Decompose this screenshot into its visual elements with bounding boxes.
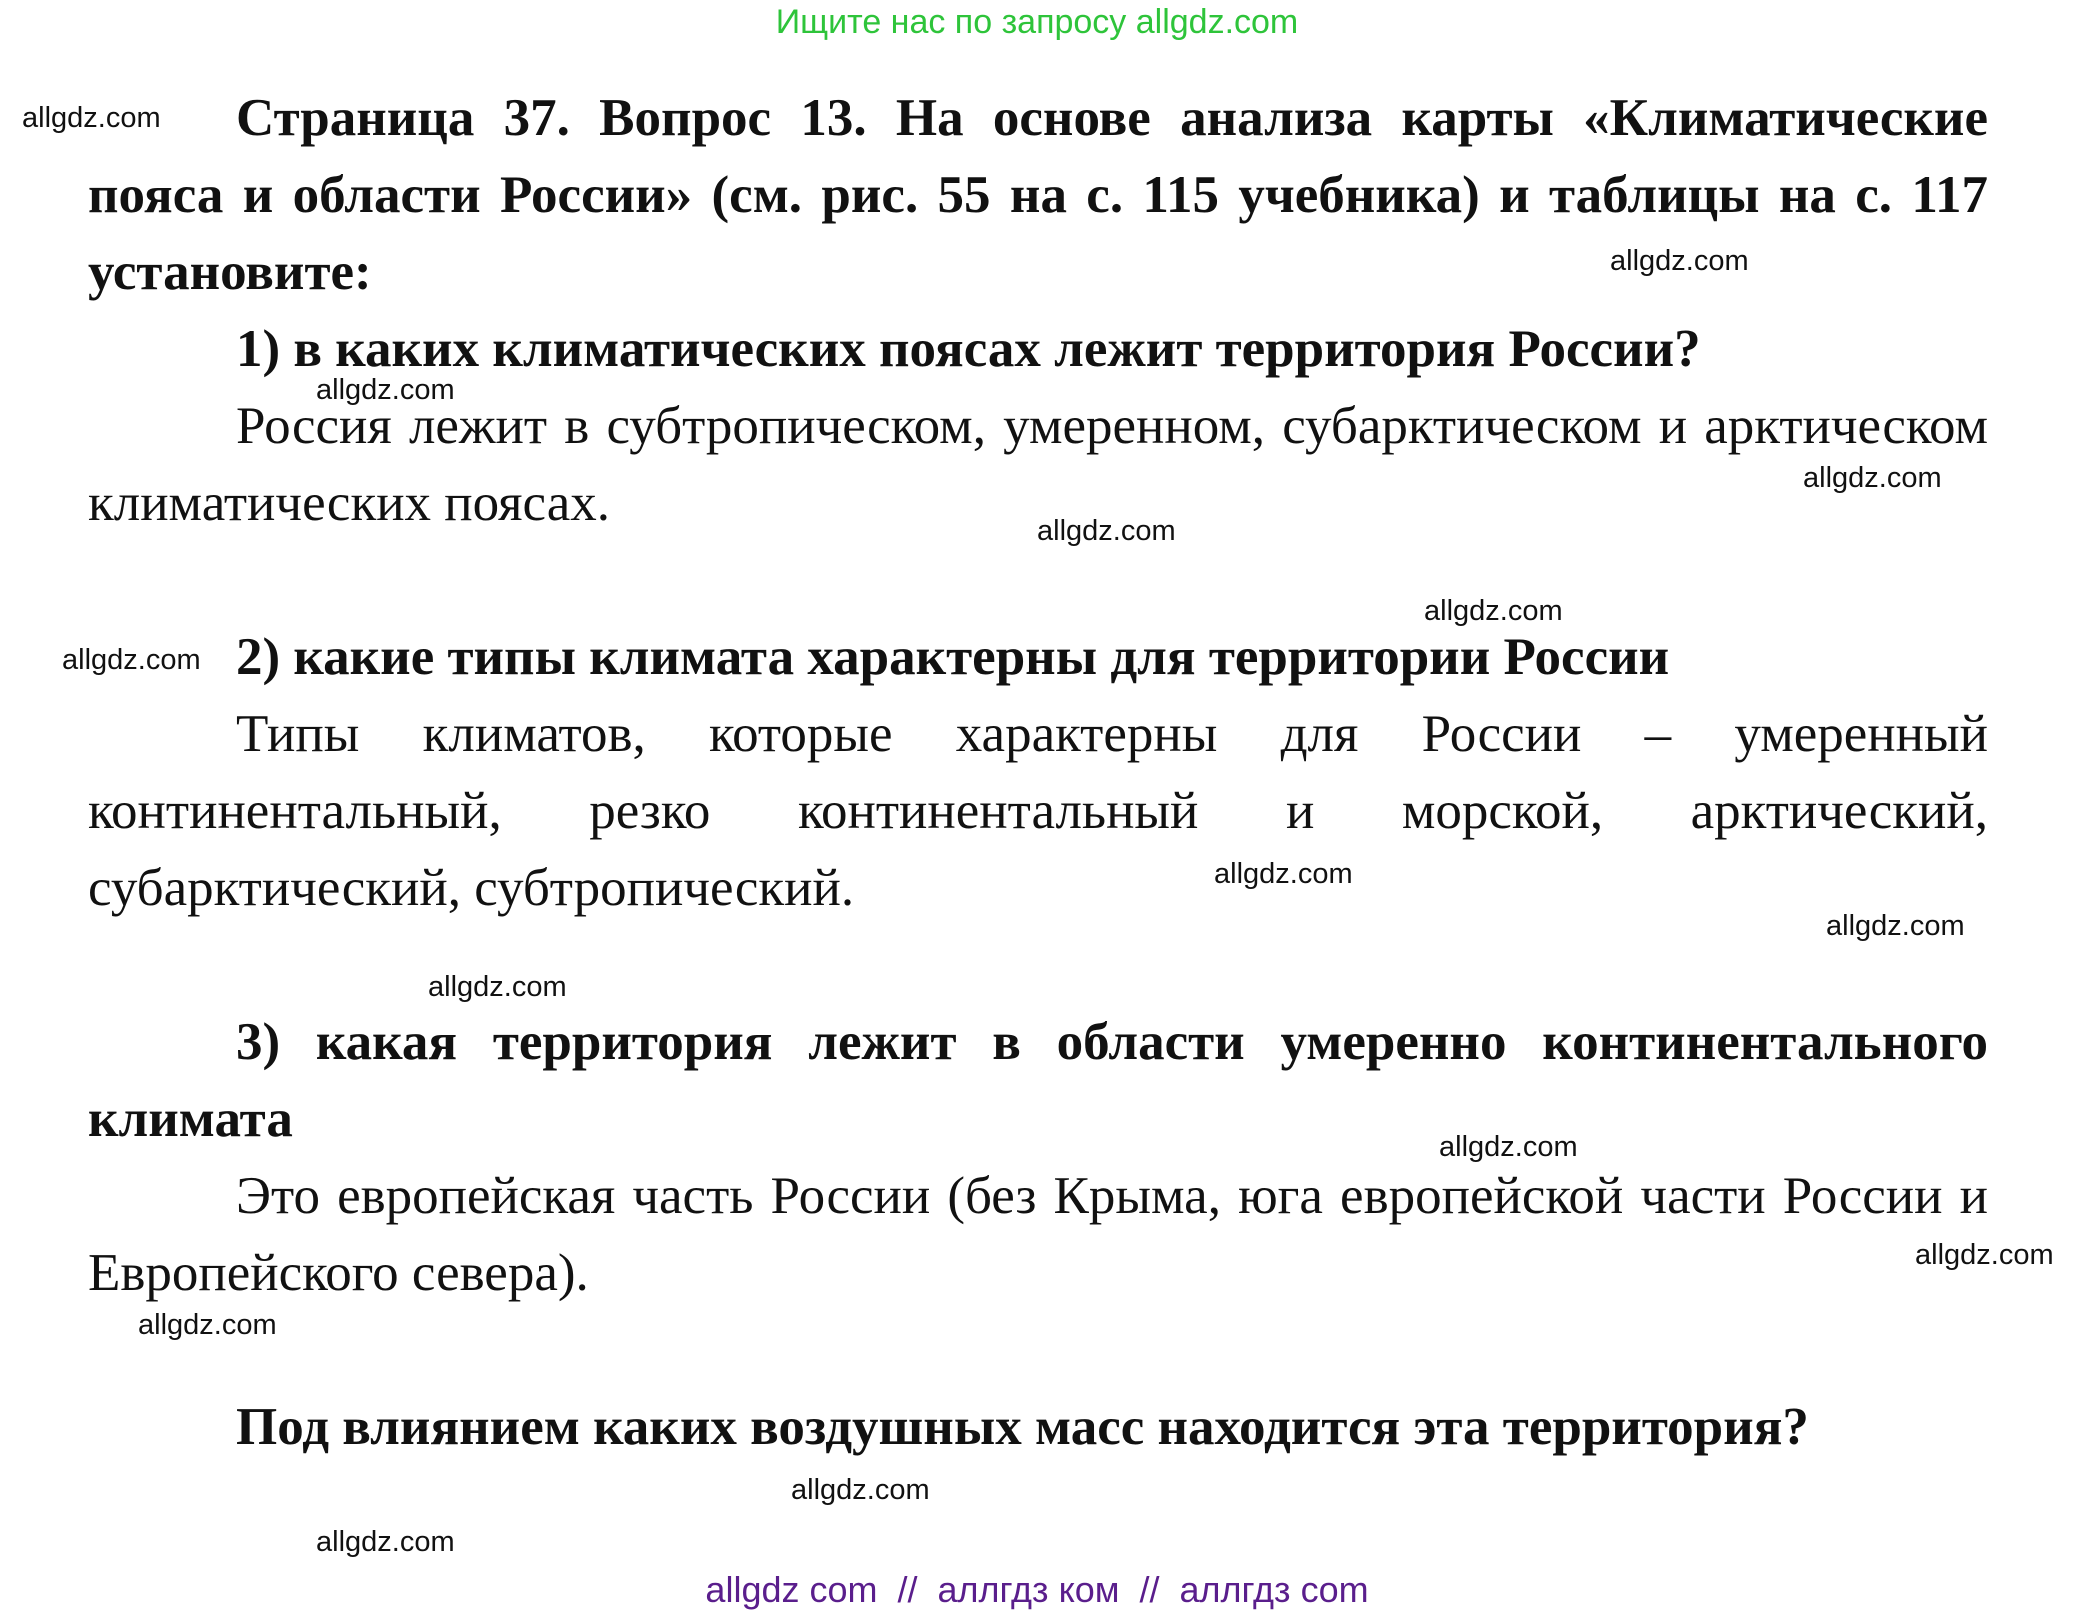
watermark: allgdz.com bbox=[1424, 595, 1563, 627]
watermark: allgdz.com bbox=[1214, 858, 1353, 890]
watermark: allgdz.com bbox=[138, 1309, 277, 1341]
watermark: allgdz.com bbox=[1915, 1239, 2054, 1271]
watermark: allgdz.com bbox=[22, 102, 161, 134]
spacer bbox=[88, 542, 1988, 619]
question-1: 1) в каких климатических поясах лежит территория России? bbox=[236, 320, 1701, 378]
watermark: allgdz.com bbox=[1610, 245, 1749, 277]
answer-2: Типы климатов, которые характерны для России – умеренный континентальный, резко континентальный и морской, арктический, субарктический, субтропический. bbox=[88, 705, 1988, 917]
question-3: 3) какая территория лежит в области умеренно континентального климата bbox=[88, 1013, 1988, 1148]
watermark: allgdz.com bbox=[791, 1474, 930, 1506]
watermark: allgdz.com bbox=[1439, 1131, 1578, 1163]
answer-3: Это европейская часть России (без Крыма, юга европейской части России и Европейского севера). bbox=[88, 1167, 1988, 1302]
question-2: 2) какие типы климата характерны для территории России bbox=[236, 628, 1670, 686]
spacer bbox=[88, 1312, 1988, 1389]
top-banner: Ищите нас по запросу allgdz.com bbox=[775, 3, 1299, 41]
watermark: allgdz.com bbox=[428, 971, 567, 1003]
watermark: allgdz.com bbox=[316, 374, 455, 406]
watermark: allgdz.com bbox=[1826, 910, 1965, 942]
answer-1: Россия лежит в субтропическом, умеренном, субарктическом и арктическом климатических поясах. bbox=[88, 397, 1988, 532]
watermark: allgdz.com bbox=[316, 1526, 455, 1558]
watermark: allgdz.com bbox=[1037, 515, 1176, 547]
footer-links: allgdz com // аллгдз ком // аллгдз com bbox=[705, 1569, 1369, 1610]
question-intro: Страница 37. Вопрос 13. На основе анализа карты «Климатические пояса и области России» (см. рис. 55 на с. 115 учебника) и таблицы на с. 117 установите: bbox=[88, 89, 1988, 301]
watermark: allgdz.com bbox=[1803, 462, 1942, 494]
question-4: Под влиянием каких воздушных масс находится эта территория? bbox=[236, 1398, 1809, 1456]
document-page bbox=[88, 80, 1988, 1466]
watermark: allgdz.com bbox=[62, 644, 201, 676]
spacer bbox=[88, 927, 1988, 1004]
